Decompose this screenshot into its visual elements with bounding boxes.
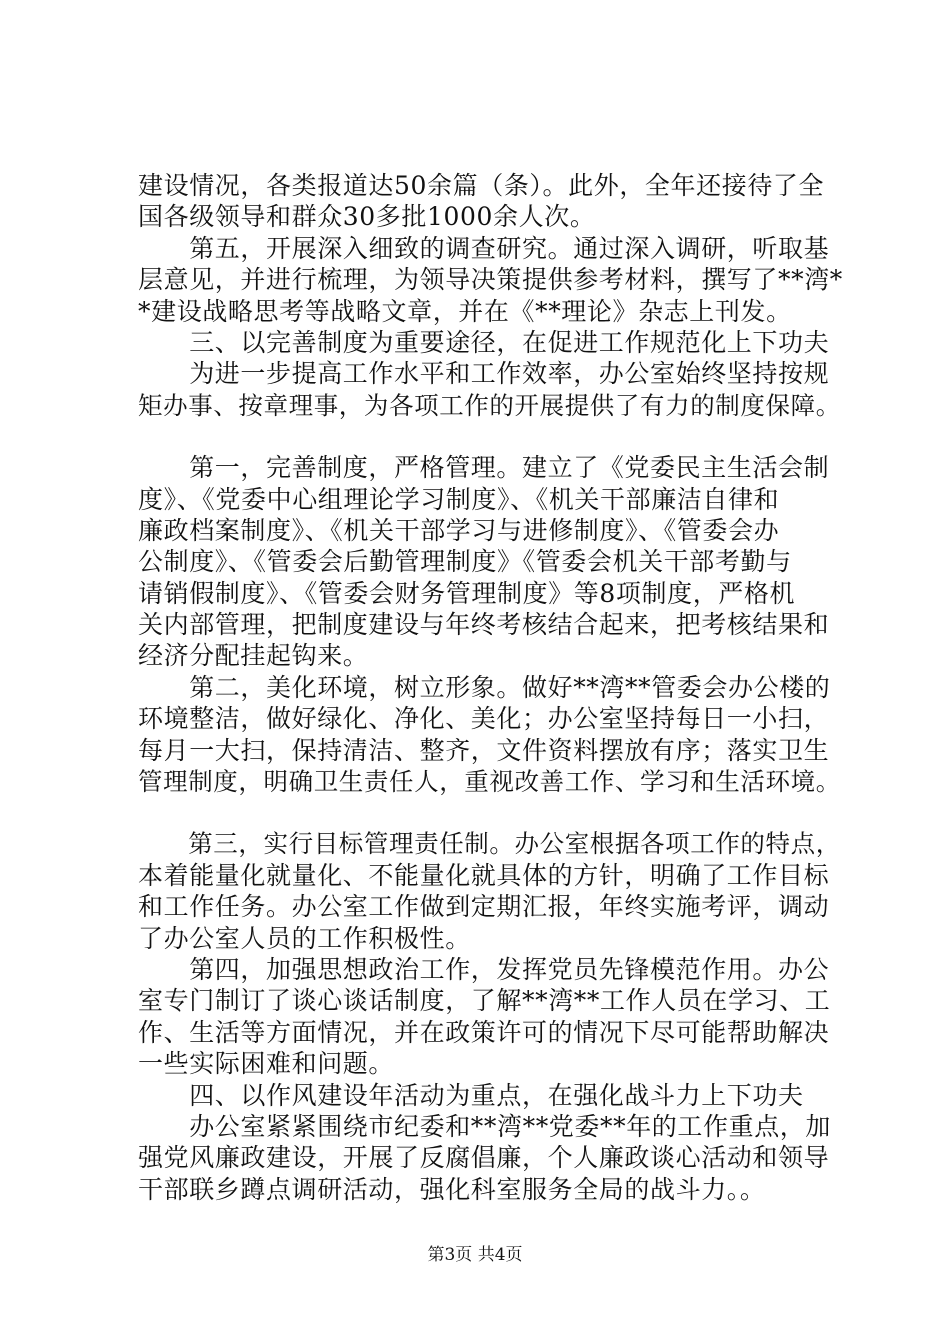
- page-footer: 第3页 共4页: [427, 1245, 523, 1265]
- text-line: 办公室紧紧围绕市纪委和**湾**党委**年的工作重点，加: [138, 1111, 832, 1141]
- text-line: 每月一大扫，保持清洁、整齐，文件资料摆放有序；落实卫生: [138, 735, 830, 765]
- blank-line: [138, 797, 838, 828]
- text-line: 四、以作风建设年活动为重点，在强化战斗力上下功夫: [138, 1080, 804, 1110]
- text-line: 和工作任务。办公室工作做到定期汇报，年终实施考评，调动: [138, 892, 830, 922]
- text-line: 廉政档案制度》、《机关干部学习与进修制度》、《管委会办: [138, 515, 780, 545]
- text-line: 三、以完善制度为重要途径，在促进工作规范化上下功夫: [138, 327, 830, 357]
- text-line: 建设情况，各类报道达50余篇（条）。此外，全年还接待了全: [138, 171, 825, 200]
- text-line: 公制度》、《管委会后勤管理制度》《管委会机关干部考勤与: [138, 547, 792, 577]
- text-line: 第二，美化环境，树立形象。做好**湾**管委会办公楼的: [138, 672, 831, 702]
- text-line: 作、生活等方面情况，并在政策许可的情况下尽可能帮助解决: [138, 1017, 830, 1047]
- text-line: 矩办事、按章理事，为各项工作的开展提供了有力的制度保障。: [138, 390, 841, 420]
- document-body: [138, 170, 843, 1205]
- text-line: 国各级领导和群众30多批1000余人次。: [138, 202, 596, 232]
- text-line: 请销假制度》、《管委会财务管理制度》等8项制度，严格机: [138, 578, 796, 608]
- blank-line: [138, 421, 838, 452]
- text-line: 了办公室人员的工作积极性。: [138, 923, 471, 953]
- text-line: 干部联乡蹲点调研活动，强化科室服务全局的战斗力。。: [138, 1174, 766, 1204]
- text-line: 环境整洁，做好绿化、净化、美化；办公室坚持每日一小扫，: [138, 704, 830, 734]
- text-line: 经济分配挂起钩来。: [138, 641, 369, 671]
- text-line: 室专门制订了谈心谈话制度，了解**湾**工作人员在学习、工: [138, 986, 831, 1016]
- text-line: 强党风廉政建设，开展了反腐倡廉，个人廉政谈心活动和领导: [138, 1143, 830, 1173]
- text-line: 本着能量化就量化、不能量化就具体的方针，明确了工作目标: [138, 860, 830, 890]
- text-line: 度》、《党委中心组理论学习制度》、《机关干部廉洁自律和: [138, 484, 780, 514]
- text-line: 第三，实行目标管理责任制。办公室根据各项工作的特点，: [138, 829, 841, 859]
- text-line: 一些实际困难和问题。: [138, 1049, 395, 1079]
- text-line: 层意见，并进行梳理，为领导决策提供参考材料，撰写了**湾*: [138, 265, 843, 295]
- text-line: 第一，完善制度，严格管理。建立了《党委民主生活会制: [138, 453, 830, 483]
- text-line: 为进一步提高工作水平和工作效率，办公室始终坚持按规: [138, 359, 830, 389]
- text-line: 管理制度，明确卫生责任人，重视改善工作、学习和生活环境。: [138, 767, 841, 797]
- text-line: 第五，开展深入细致的调查研究。通过深入调研，听取基: [138, 233, 830, 263]
- text-line: 第四，加强思想政治工作，发挥党员先锋模范作用。办公: [138, 954, 830, 984]
- text-line: *建设战略思考等战略文章，并在《**理论》杂志上刊发。: [138, 296, 792, 326]
- text-line: 关内部管理，把制度建设与年终考核结合起来，把考核结果和: [138, 610, 830, 640]
